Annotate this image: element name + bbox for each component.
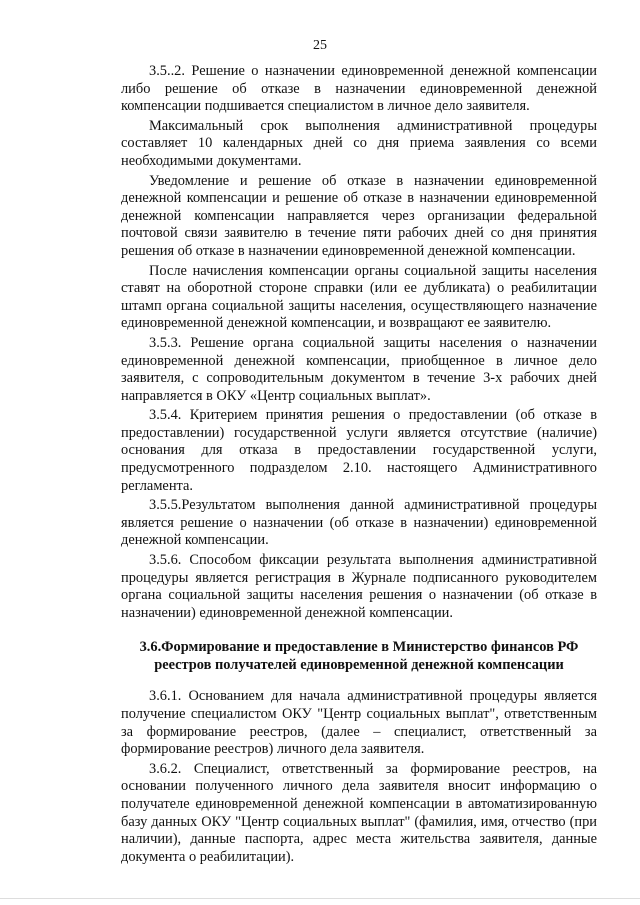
paragraph-notification: Уведомление и решение об отказе в назначении единовременной денежной компенсации и решение об отказе в назначении единовременной денежной компенсации направляется через организации федеральной почтовой связи заявителю в течение пяти рабочих дней со дня принятия решения об отказе в назначении единовременной денежной компенсации. xyxy=(121,172,597,259)
paragraph-3-5-6: 3.5.6. Способом фиксации результата выполнения административной процедуры является регистрация в Журнале подписанного руководителем органа социальной защиты населения решения о назначении (об отказе в назначении) единовременной денежной компенсации. xyxy=(121,552,597,621)
paragraph-3-6-2: 3.6.2. Специалист, ответственный за формирование реестров, на основании полученного личного дела заявителя вносит информацию о получателе единовременной денежной компенсации в автоматизированную базу данных ОКУ "Центр социальных выплат" (фамилия, имя, отчество (при наличии), данные паспорта, адрес места жительства заявителя, данные документа о реабилитации). xyxy=(121,760,597,865)
section-heading-3-6: 3.6.Формирование и предоставление в Министерство финансов РФ реестров получателей единовременной денежной компенсации xyxy=(139,639,579,674)
paragraph-3-5-3: 3.5.3. Решение органа социальной защиты населения о назначении единовременной денежной компенсации, приобщенное в личное дело заявителя, с сопроводительным документом в течение 3-х рабочих дней направляется в ОКУ «Центр социальных выплат». xyxy=(121,334,597,404)
page-body xyxy=(121,63,597,868)
bottom-scan-edge xyxy=(0,898,640,899)
paragraph-3-6-1: 3.6.1. Основанием для начала административной процедуры является получение специалистом ОКУ "Центр социальных выплат", ответственным за формирование реестров, (далее – специалист, ответственный за формирование реестров) личного дела заявителя. xyxy=(121,688,597,758)
paragraph-3-5-2: 3.5..2. Решение о назначении единовременной денежной компенсации либо решение об отказе в назначении единовременной денежной компенсации подшивается специалистом в личное дело заявителя. xyxy=(121,63,597,115)
paragraph-max-term: Максимальный срок выполнения административной процедуры составляет 10 календарных дней со дня приема заявления со всеми необходимыми документами. xyxy=(121,117,597,169)
page-number: 25 xyxy=(313,38,327,53)
paragraph-after-accrual: После начисления компенсации органы социальной защиты населения ставят на оборотной стороне справки (или ее дубликата) о реабилитации штамп органа социальной защиты населения, осуществляющего назначение единовременной денежной компенсации, и возвращают ее заявителю. xyxy=(121,262,597,332)
paragraph-3-5-5: 3.5.5.Результатом выполнения данной административной процедуры является решение о назначении (об отказе в назначении) единовременной денежной компенсации. xyxy=(121,497,597,549)
paragraph-3-5-4: 3.5.4. Критерием принятия решения о предоставлении (об отказе в предоставлении) государственной услуги является отсутствие (наличие) основания для отказа в предоставлении государственной услуги, предусмотренного подразделом 2.10. настоящего Административного регламента. xyxy=(121,407,597,494)
